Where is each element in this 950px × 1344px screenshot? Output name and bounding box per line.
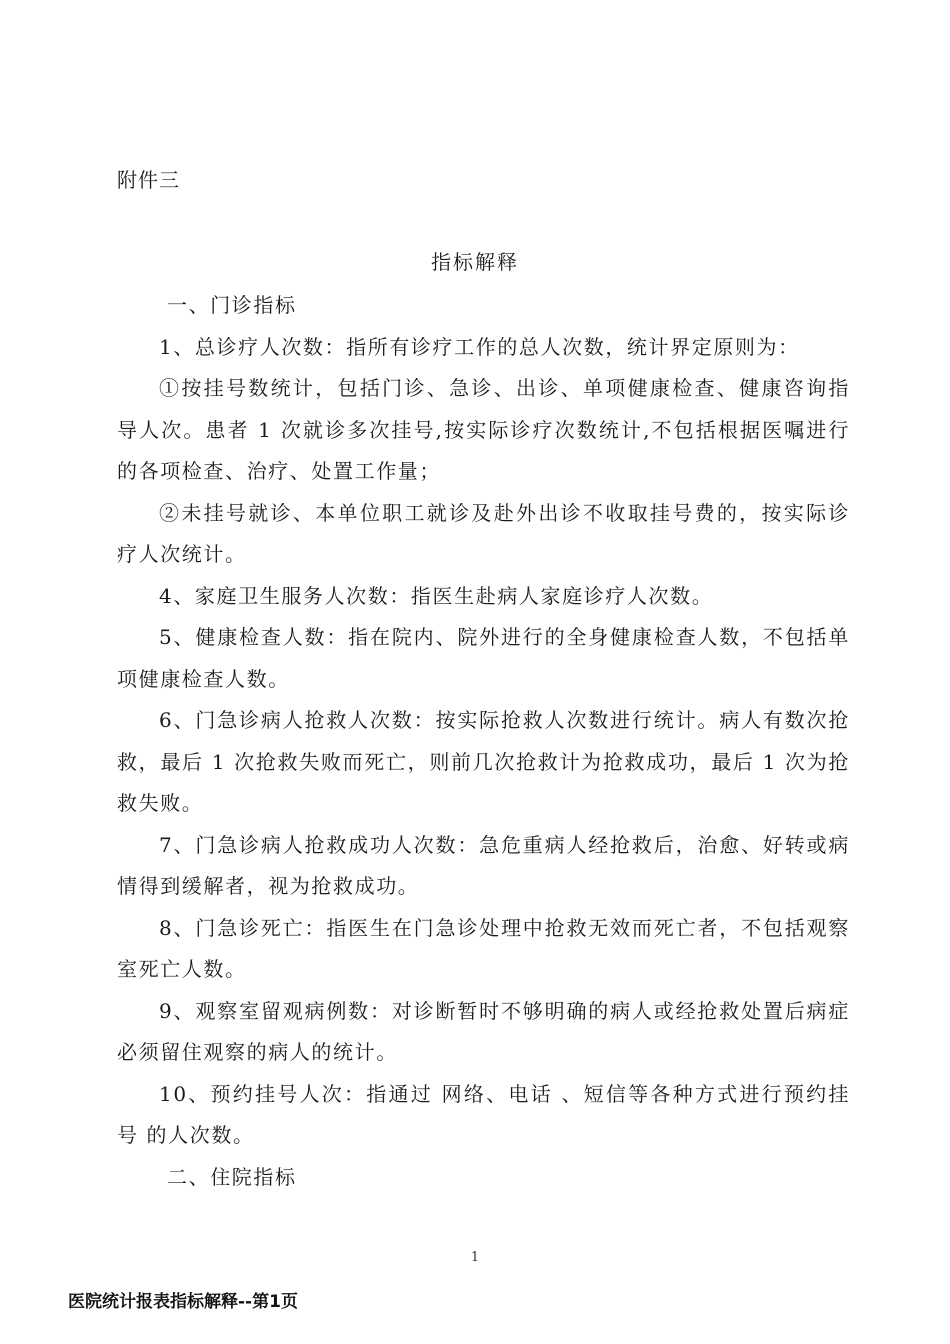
paragraph-rescue-count: 6、门急诊病人抢救人次数：按实际抢救人次数进行统计。病人有数次抢救，最后 1 次抢救失败而死亡，则前几次抢救计为抢救成功，最后 1 次为抢救失败。 <box>117 708 850 815</box>
paragraph-home-visits: 4、家庭卫生服务人次数：指医生赴病人家庭诊疗人次数。 <box>159 583 714 608</box>
paragraph-total-visits: 1、总诊疗人次数：指所有诊疗工作的总人次数，统计界定原则为： <box>159 334 800 359</box>
section-heading-outpatient: 一、门诊指标 <box>167 293 297 317</box>
paragraph-registration-rule-2: ②未挂号就诊、本单位职工就诊及赴外出诊不收取挂号费的，按实际诊疗人次统计。 <box>117 500 850 566</box>
paragraph-registration-rule-1: ①按挂号数统计，包括门诊、急诊、出诊、单项健康检查、健康咨询指导人次。患者 1 次就诊多次挂号,按实际诊疗次数统计,不包括根据医嘱进行的各项检查、治疗、处置工作量； <box>117 376 850 483</box>
paragraph-emergency-deaths: 8、门急诊死亡：指医生在门急诊处理中抢救无效而死亡者，不包括观察 室死亡人数。 <box>117 915 850 981</box>
document-body <box>117 285 850 1198</box>
paragraph-rescue-success: 7、门急诊病人抢救成功人次数：急危重病人经抢救后，治愈、好转或病情得到缓解者，视为抢救成功。 <box>117 832 850 898</box>
paragraph-appointments: 10、预约挂号人次：指通过 网络、电话 、短信等各种方式进行预约挂号 的人次数。 <box>117 1081 850 1147</box>
footer-caption: 医院统计报表指标解释--第1页 <box>68 1292 298 1312</box>
paragraph-health-checkups: 5、健康检查人数：指在院内、院外进行的全身健康检查人数，不包括单项健康检查人数。 <box>117 625 850 691</box>
section-heading-inpatient: 二、住院指标 <box>167 1164 297 1189</box>
page-number: 1 <box>470 1250 480 1265</box>
attachment-label: 附件三 <box>117 168 180 192</box>
paragraph-observation-cases: 9、观察室留观病例数：对诊断暂时不够明确的病人或经抢救处置后病症必须留住观察的病人的统计。 <box>117 998 850 1064</box>
document-title: 指标解释 <box>431 250 519 274</box>
